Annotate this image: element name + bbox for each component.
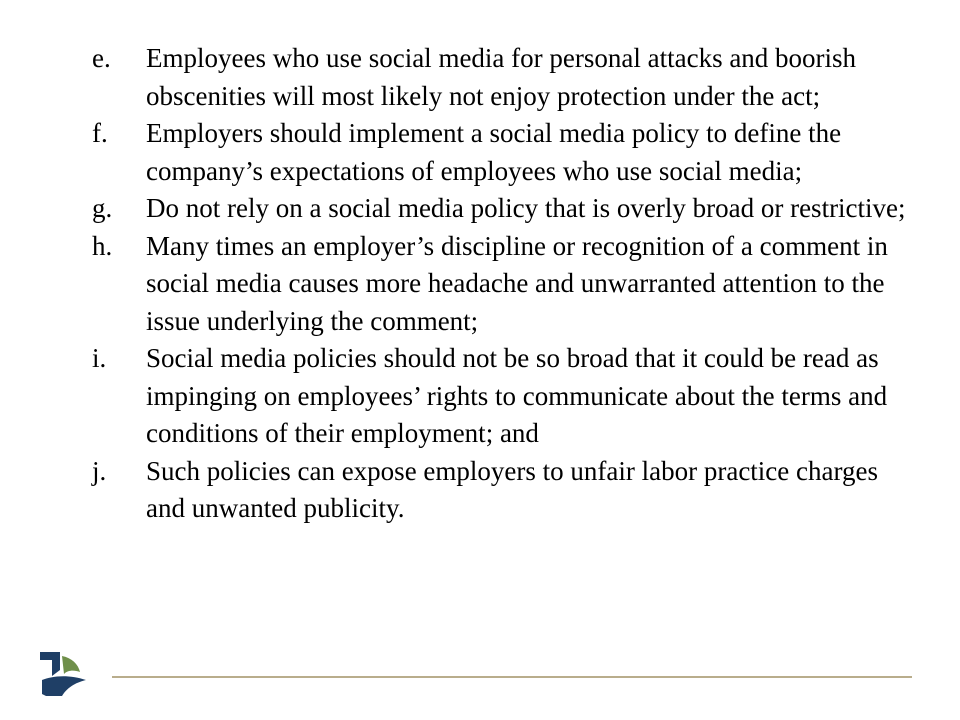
list <box>92 40 922 528</box>
list-item-text: Employees who use social media for personal attacks and boorish obscenities will most likely not enjoy protection under the act; <box>146 43 857 111</box>
list-item-text: Social media policies should not be so broad that it could be read as impinging on employees’ rights to communicate about the terms and conditions of their employment; and <box>146 343 888 448</box>
list-item-text: Employers should implement a social media policy to define the company’s expectations of employees who use social media; <box>146 118 842 186</box>
list-item-j <box>92 453 922 528</box>
list-item-text: Do not rely on a social media policy that is overly broad or restrictive; <box>146 193 906 223</box>
list-item-i <box>92 340 922 453</box>
logo-mark-top <box>40 652 60 676</box>
list-marker: i. <box>92 343 107 373</box>
logo-mark-green <box>62 656 80 674</box>
firm-logo-icon <box>38 650 90 698</box>
list-item-text: Such policies can expose employers to unfair labor practice charges and unwanted publicity. <box>146 455 878 523</box>
footer-rule <box>112 676 912 678</box>
logo-mark-bottom <box>42 676 86 696</box>
list-item-text: Many times an employer’s discipline or recognition of a comment in social media causes more headache and unwarranted attention to the issue underlying the comment; <box>146 230 888 336</box>
list-marker: e. <box>92 43 111 73</box>
list-item-h <box>92 228 922 341</box>
list-item-e <box>92 40 922 115</box>
list-marker: h. <box>92 230 113 261</box>
list-marker: f. <box>92 118 108 148</box>
list-item-g <box>92 190 922 228</box>
list-item-f <box>92 115 922 190</box>
list-marker: g. <box>92 193 113 223</box>
list-marker: j. <box>92 455 107 486</box>
